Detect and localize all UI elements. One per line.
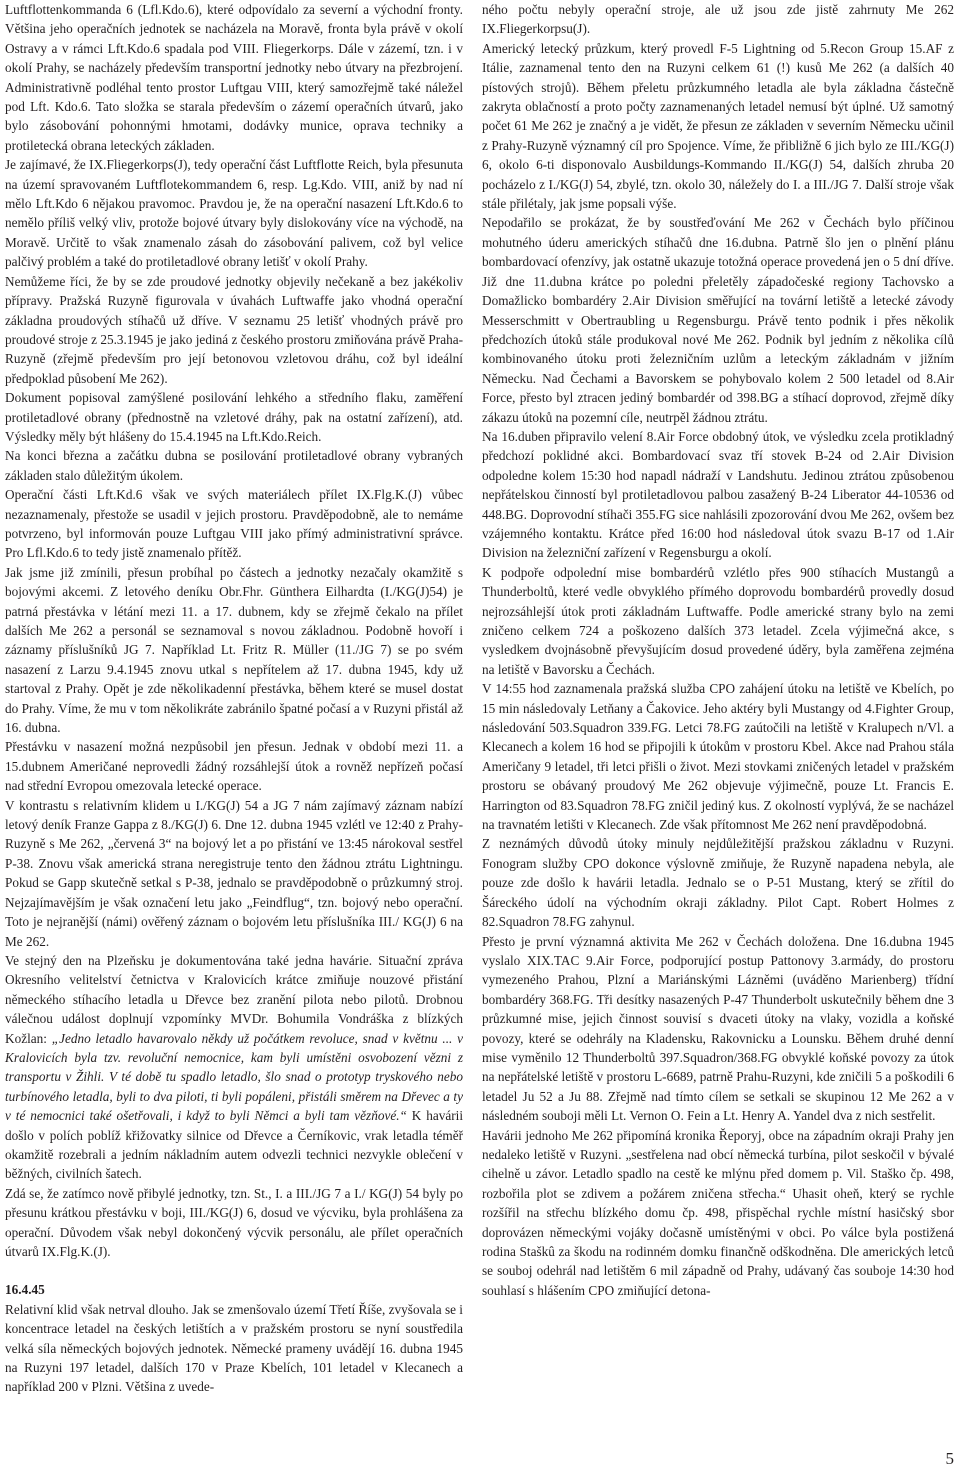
paragraph: K podpoře odpolední mise bombardérů vzlétlo přes 900 stíhacích Mustangů a Thunderboltů, které vedle obvyklého přímého doprovodu bombardérů provedly dosud nejrozsáhlejší útok proti základnám Luftwaffe. Podle americké strany bylo na zemi zničeno celkem 724 a poškozeno dalších 373 letadel. Zcela výjimečná akce, s vysledkem dvojnásobně převyšujícím dosud provedené úděry, byla zaměřena zejména na letiště v Bavorsku a Čechách.	[482, 564, 954, 677]
paragraph: Relativní klid však netrval dlouho. Jak se zmenšovalo území Třetí Říše, zvyšovala se i koncentrace letadel na českých letištích a v pražském prostoru se nyní soustředila velká síla německých bojových jednotek. Německé prameny uvádějí 16. dubna 1945 na Ruzyni 197 letadel, dalších 170 v Praze Kbelích, 101 letadel v Klecanech a například 200 v Plzni. Většina z uvede-	[5, 1301, 463, 1395]
paragraph: Operační části Lft.Kd.6 však ve svých materiálech přílet IX.Flg.K.(J) vůbec nezaznamenaly, přestože se usadil v jejich prostoru. Pravděpodobně, ale to nemáme potvrzeno, byl informován pouze Luftgau VIII jako přímý administrativní správce. Pro Lfl.Kdo.6 to tedy jistě znamenalo přítěž.	[5, 487, 463, 561]
page-number: 5	[945, 1449, 954, 1468]
paragraph: Havárii jednoho Me 262 připomíná kronika Řeporyj, obce na západním okraji Prahy jen nedaleko letiště v Ruzyni. „sestřelena nad obcí německá turbína, pilot seskočil v bývalé cihelně u závor. Letadlo spadlo na cestě ke mlýnu před domem p. Vil. Staško čp. 498, rozbořila plot se zdivem a požárem zničena střecha.“ Uhasit oheň, který se rychle rozšířil na střechu blízkého domu čp. 498, přispěchal rychle místní hasičský sbor doprovázen německými vojáky dočasně umístěnými v obci. Po válce byla postižená rodina Staškû za škodu na rodinném domku finančně odškodněna. Dle amerických letců se souboj odehrál nad letištěm 6 mil západně od Prahy, udávaný čas souboje 14:30 hod souhlasí s hlášením CPO zmiňující detona-	[482, 1127, 954, 1298]
paragraph: Přestávku v nasazení možná nezpůsobil jen přesun. Jednak v období mezi 11. a 15.dubnem Američané neprovedli žádný rozsáhlejší útok a rovněž nepřízeň počasí nad střední Evropou omezovala letecké operace.	[5, 739, 463, 794]
accident-paragraph-end: K havárii došlo v polích poblíž křižovatky silnice od Dřevce a Černíkovic, vrak letadla téměř okamžitě rozebrali a jedním nákladním autem odvezli technici nezvykle oblečení v běžných, civilních šatech.	[5, 1108, 463, 1182]
paragraph: Dokument popisoval zamýšlené posilování lehkého a středního flaku, zaměření protiletadlové obrany (přednostně na vzletové dráhy, pak na ostatní zařízení), atd. Výsledky měly být hlášeny do 15.4.1945 na Lft.Kdo.Reich.	[5, 390, 463, 444]
paragraph: Americký letecký průzkum, který provedl F-5 Lightning od 5.Recon Group 15.AF z Itálie, zaznamenal tento den na Ruzyni celkem 61 (!) kusů Me 262 (a dalších 40 pístových strojů). Během přeletu průzkumného letadla ale byla základna částečně zakryta oblačností a proto počty zaznamenaných letadel nemusí být úplné. Už samotný počet 61 Me 262 je značný a je vidět, že přesun ze základen v severním Německu učinil z Prahy-Ruzyně významný cíl pro Spojence. Víme, že přibližně 6 jich bylo ze III./KG(J) 6, okolo 6-ti disponovalo Ausbildungs-Kommando II./KG(J) 54, dalších zhruba 20 pocházelo z I./KG(J) 54, zbylé, tzn. okolo 30, náležely do I. a III./JG 7. Další stroje však stále přilétaly, jak jsme popsali výše.	[482, 40, 954, 212]
paragraph: Nemůžeme říci, že by se zde proudové jednotky objevily nečekaně a bez jakékoliv přípravy. Pražská Ruzyně figurovala v úvahách Luftwaffe jako vhodná operační základna proudových stíhačů už dříve. V seznamu 25 letišť vhodných právě pro proudové stroje z 25.3.1945 je jako jediná z českého prostoru zmiňována právě Praha-Ruzyně (zřejmě především pro její betonovou vzletovou dráhu, což byl ideální předpoklad působení Me 262).	[5, 273, 463, 386]
paragraph: Přesto je první významná aktivita Me 262 v Čechách doložena. Dne 16.dubna 1945 vyslalo XIX.TAC 9.Air Force, podporující postup Pattonovy 3.armády, do prostoru vymezeného Prahou, Plzní a Mariánskými Lázněmi (uváděno Marienberg) třídní bombardéry 368.FG. Tři desítky nasazených P-47 Thunderbolt uskutečnily během dne 3 průzkumné mise, jejich činnost souvisí s dvaceti útoky na vlaky, vozidla a koňské povozy, které se odehrály na Kladensku, Rakovnicku a Lounsku. Během druhé denní mise vyměnilo 12 Thunderboltů 397.Squadron/368.FG obvyklé koňské povozy za útok na nepřátelské letiště v prostoru L-6689, patrně Prahu-Ruzyni, kde zničili 5 a poškodili 6 letadel Ju 52 a Ju 88. Zřejmě nad tímto cílem se setkali se skupinou 12 Me 262 a v následném souboji měli Lt. Vernon O. Fein a Lt. Henry A. Yandel dva z nich sestřelit.	[482, 933, 954, 1124]
paragraph: Luftflottenkommanda 6 (Lfl.Kdo.6), které odpovídalo za severní a východní fronty. Většina jeho operačních jednotek se nacházela na Moravě, fronta byla právě v okolí Ostravy a v rámci Lft.Kdo.6 spadala pod VIII. Fliegerkorps. Dále v zázemí, tzn. i v okolí Prahy, se nacházely především transportní jednotky nebo útvary na přezbrojení. Administrativně podléhal tento prostor Luftgau VIII, který samozřejmě také náležel pod Lft. Kdo.6. Tato složka se starala především o zázemí operačních útvarů, jako bylo zásobování pohonnými hmotami, dodávky munice, oprava techniky a protiletecká obrana leteckých základen.	[5, 2, 463, 153]
paragraph: Nepodařilo se prokázat, že by soustřeďování Me 262 v Čechách bylo příčinou mohutného úderu amerických stíhačů dne 16.dubna. Patrně šlo jen o plnění plánu bombardovací ofenzívy, jak ostatně ukazuje totožná operace provedená jen o 5 dní dříve. Již dne 11.dubna krátce po poledni přeletěly západočeské regiony Tachovsko a Domažlicko bombardéry 2.Air Division směřující na tovární letiště a letecké závody Messerschmitt v Obertraubling u Regensburgu. Právě tento podnik i přes několik předchozích útoků stále produkoval nové Me 262. Podnik byl jedním z několika cílů kombinovaného útoku proti železničním uzlům a leteckým základnám v jižním Německu. Nad Čechami a Bavorskem se pohybovalo kolem 2 500 letadel od 8.Air Force, přesto byl ztracen jediný bombardér od 398.BG a stíhací doprovod, zřejmě díky zákazu útoků na pozemní cíle, neutrpěl žádnou ztrátu.	[482, 215, 954, 425]
witness-quote: „Jedno letadlo havarovalo někdy už počátkem revoluce, snad v květnu ... v Kralovicích byla tzv. revoluční nemocnice, kam byli umístěni osvobození vězni z transportu v Žihli. V té době tu spadlo letadlo, šlo snad o prototyp tryskového nebo turbínového letadla, byli to dva piloti, ti byli popáleni, přistáli směrem na Dřevec a ty v té nemocnici také ošetřovali, i když to byli Němci a byli tam vězňové.“	[5, 1030, 463, 1124]
paragraph: ného počtu nebyly operační stroje, ale už jsou zde jistě zahrnuty Me 262 IX.Fliegerkorpsu(J).	[482, 2, 954, 37]
left-column	[5, 0, 463, 1397]
paragraph: Jak jsme již zmínili, přesun probíhal po částech a jednotky nezačaly okamžitě s bojovými akcemi. Z letového deníku Obr.Fhr. Günthera Eilhardta (I./KG(J)54) je patrná přestávka v létání mezi 11. a 17. dubnem, kdy se zřejmě čekalo na přílet dalších Me 262 a personál se seznamoval s novou základnou. Podobně hovoří i záznamy příslušníků JG 7. Například Lt. Fritz R. Müller (11./JG 7) se po svém nasazení z Larzu 9.4.1945 znovu utkal s nepřítelem až 17. dubna 1945, kdy už startoval z Prahy. Opět je zde několikadenní přestávka, během které se musel dostat do Prahy. Víme, že mu v tom několikráte zabránilo špatné počasí a v Ruzyni přistál až 16. dubna.	[5, 564, 463, 736]
paragraph: Je zajímavé, že IX.Fliegerkorps(J), tedy operační část Luftflotte Reich, byla přesunuta na území spravovaném Luftflotekommandem 6, resp. Lg.Kdo. VIII, aniž by nad ní mělo Lft.Kdo 6 nějakou pravomoc. Pravdou je, že na operační nasazení Lft.Kdo.6 to nemělo příliš velký vliv, protože bojové útvary byly dislokovány více na východě, na Moravě. Určitě to však znamenalo zásah do zásobování palivem, což byl velice palčivý problém a také do protiletadlové obrany letišť v okolí Prahy.	[5, 157, 463, 270]
paragraph: Na 16.duben připravilo velení 8.Air Force obdobný útok, ve výsledku zcela protikladný předchozí poklidné akci. Bombardovací svaz tří stovek B-24 od 2.Air Division odpoledne kolem 15:30 hod napadl nádraží v Landshutu. Jedinou ztrátou způsobenou nepřátelskou činností byl protiletadlovou palbou zasažený B-24 Liberator 44-10536 od 448.BG. Doprovodní stíhači 355.FG sice nahlásili zpozorování dvou Me 262, ovšem bez vzájemného kontaktu. Krátce před 16:00 hod následoval útok svazu B-17 od 1.Air Division na železniční zařízení v Regensburgu a okolí.	[482, 428, 954, 561]
accident-paragraph	[5, 951, 463, 1184]
paragraph: Na konci března a začátku dubna se posilování protiletadlové obrany vybraných základen stalo důležitým úkolem.	[5, 448, 463, 483]
right-column	[482, 0, 954, 1300]
accident-paragraph-start: Ve stejný den na Plzeňsku je dokumentována také jedna havárie. Situační zpráva Okresního velitelství četnictva v Kralovicích krátce zmiňuje nouzové přistání německého stíhacího letadla u Dřevce bez zranění pilota nebo pilotů. Drobnou válečnou událost doplnují vzpomínky MVDr. Bohumila Vondráška z blízkých Kožlan:	[5, 952, 463, 1046]
paragraph: V kontrastu s relativním klidem u I./KG(J) 54 a JG 7 nám zajímavý záznam nabízí letový deník Franze Gappa z 8./KG(J) 6. Dne 12. dubna 1945 vzlétl ve 12:40 z Prahy-Ruzyně s Me 262, „červená 3“ na bojový let a po přistání ve 13:45 nárokoval sestřel P-38. Znovu však americká strana neregistruje tento den žádnou ztrátu Lightningu. Pokud se Gapp skutečně setkal s P-38, jednalo se pravděpodobně o průzkumný stroj. Nejzajímavějším je však označení letu jako „Feindflug“, tzn. bojový nebo operační. Toto je nejranější (námi) ověřený záznam o bojovém letu příslušníka III./ KG(J) 6 na Me 262.	[5, 797, 463, 949]
paragraph: Zdá se, že zatímco nově přibylé jednotky, tzn. St., I. a III./JG 7 a I./ KG(J) 54 byly po přesunu krátkou přestávku v boji, III./KG(J) 6, dosud ve výcviku, byla prohlášena za operační. Důvodem však nebyl dokončený výcvik personálu, ale přílet operačních útvarů IX.Flg.K.(J).	[5, 1185, 463, 1259]
section-heading: 16.4.45	[5, 1282, 45, 1298]
paragraph: V 14:55 hod zaznamenala pražská služba CPO zahájení útoku na letiště ve Kbelích, po 15 min následovaly Letňany a Čakovice. Jeho aktéry byli Mustangy od 4.Fighter Group, následování 503.Squadron 339.FG. Letci 78.FG zaútočili na letiště v Kralupech n/Vl. a Klecanech a kolem 16 hod se připojili k útokům v prostoru Kbel. Akce nad Prahou stála Američany 9 letadel, tři letci přišli o život. Mezi stovkami zničených letadel v pražském prostoru se obávaný proudový Me 262 objevuje výjimečně, pouze Lt. Francis E. Harrington od 83.Squadron 78.FG zničil jediný kus. Z okolností vyplývá, že se nacházel na travnatém letišti v Klecanech. Zde však přítomnost Me 262 není pravděpodobná.	[482, 681, 954, 833]
paragraph: Z neznámých důvodů útoky minuly nejdůležitější pražskou základnu v Ruzyni. Fonogram služby CPO dokonce výslovně zmiňuje, že Ruzyně napadena nebyla, ale pouze zde došlo k havárii letadla. Jednalo se o P-51 Mustang, který se zřítil do Šáreckého údolí na východním okraji základny. Pilot Capt. Robert Holmes z 82.Squadron 78.FG zahynul.	[482, 836, 954, 930]
